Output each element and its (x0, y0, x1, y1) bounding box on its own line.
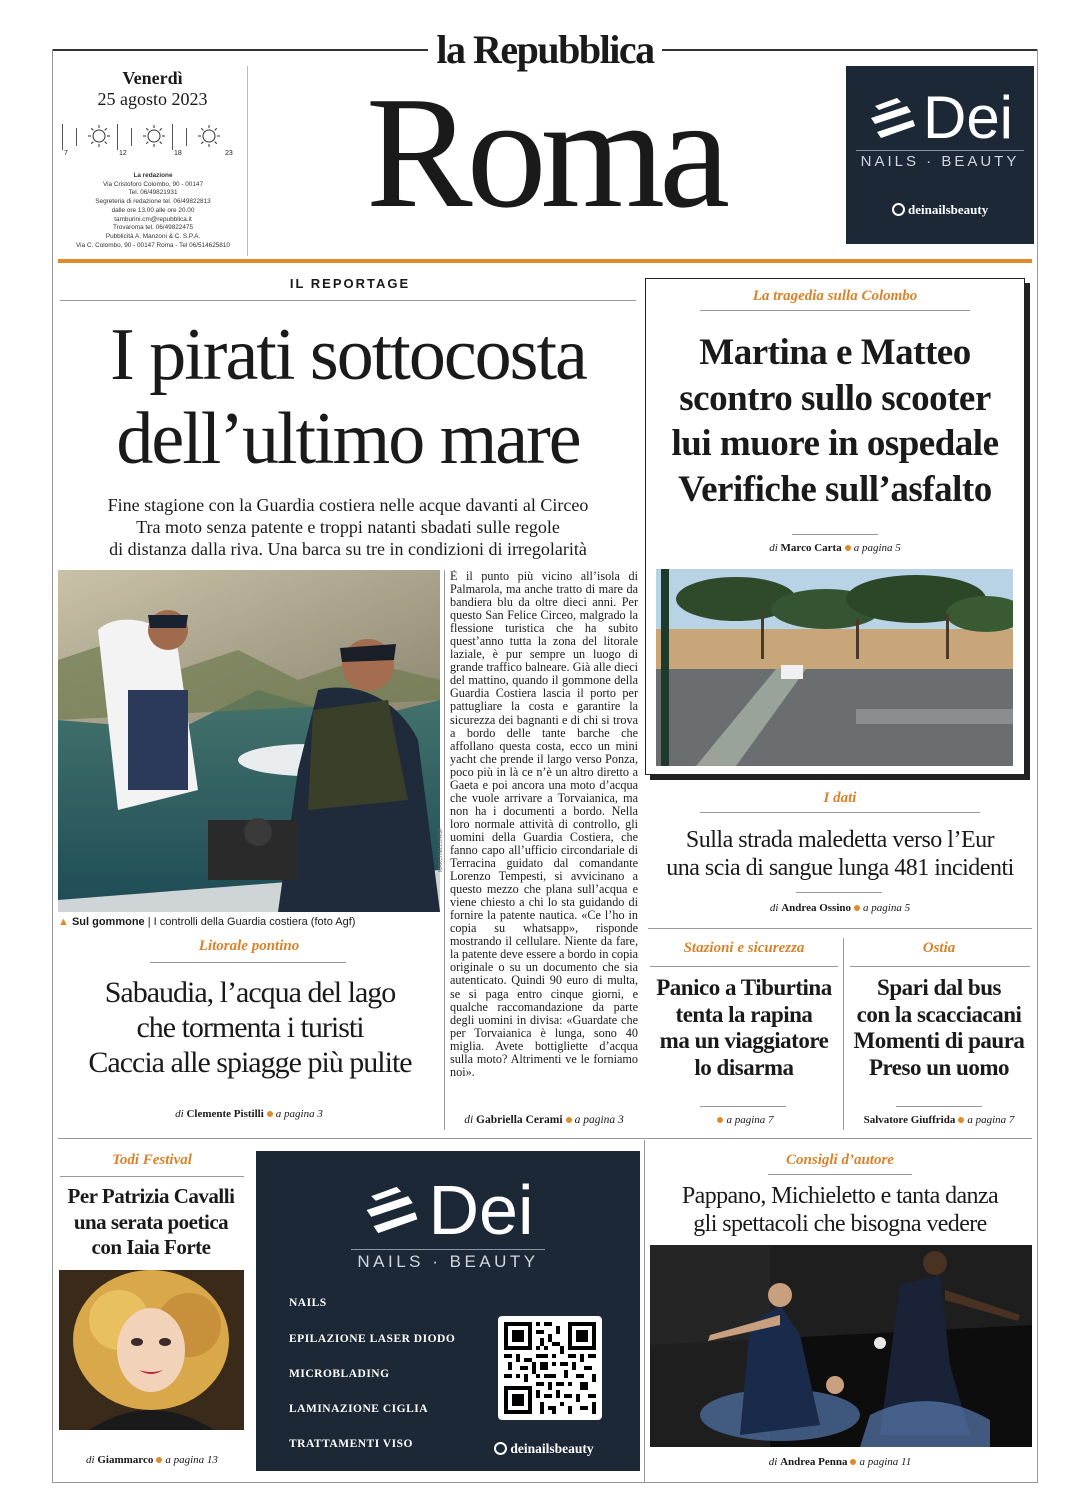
headline-line: una scia di sangue lunga 481 incidenti (666, 855, 1014, 881)
redazione-line: Pubblicità A. Manzoni & C. S.P.A. (105, 232, 201, 240)
ostia-rule (896, 1106, 982, 1107)
coast-guard-photo (58, 570, 440, 912)
headline-line: Sulla strada maledetta verso l’Eur (685, 827, 995, 853)
subhead-line: Tra moto senza patente e troppi natanti sbadati sulle regole (136, 517, 560, 537)
instagram-handle: deinailsbeauty (908, 202, 989, 217)
headline-line: scontro sullo scooter (679, 377, 991, 419)
service-item: TRATTAMENTI VISO (289, 1438, 413, 1450)
consigli-photo[interactable] (650, 1245, 1032, 1447)
right-col-divider (648, 928, 1032, 929)
caption-text: I controlli della Guardia costiera (foto Agf) (153, 916, 356, 928)
service-item: EPILAZIONE LASER DIODO (289, 1333, 456, 1345)
ad-bottom[interactable] (256, 1151, 640, 1471)
byline-dot (267, 1111, 273, 1117)
section-rule (60, 300, 636, 301)
main-subhead (60, 494, 636, 560)
article-body: È il punto più vicino all’isola di Palmarola, ma anche tratto di mare da bandiera blu da oltre dieci anni. Per questo San Felice Circeo, malgrado la flessione turistica che ha subito quest’anno tutta la zona del litorale laziale, è pur sempre un luogo di grande traffico balneare. Già alle dieci del mattino, quando il gommone della Guardia Costiera lascia il porto per pattugliare la costa e garantire la sicurezza dei bagnanti e di chi si trova a bordo delle tante barche che affollano questa costa, ecco un mini yacht che prende il largo verso Ponza, poco più in là ce n’è un altro diretto a Gaeta e poi ancora una moto d’acqua che vuole arrivare a Torvaianica, ma non ha i documenti a bordo. Nella loro normale attività di controllo, gli uomini della Guardia Costiera, che fanno capo all’ufficio circondariale di Terracina guidato dal comandante Lorenzo Tempesti, si avvicinano a questo mezzo che plana sull’acqua e viene chiesto a chi lo sta guidando di fornire la patente nautica. «Ce l’ho in copia su whatsapp», risponde mostrando il cellulare. Niente da fare, la patente deve essere a bordo in copia originale o su un documento che sia autenticato. Quindi 90 euro di multa, se si paga entro cinque giorni, e qualche raccomandazione da parte degli uomini in divisa: «Guardate che per Torvaianica è lunga, sono 40 miglia. Avete bottigliette d’acqua sulla moto? Altrimenti ve le forniamo noi». (450, 570, 638, 1079)
dei-stripes-icon (362, 1184, 422, 1236)
byline-dot (566, 1117, 572, 1123)
road-photo (656, 569, 1013, 766)
byline-page: a pagina 11 (859, 1456, 912, 1468)
headline-line: Verifiche sull’asfalto (678, 468, 992, 510)
byline-page: a pagina 3 (275, 1108, 323, 1120)
colombo-photo[interactable] (656, 569, 1013, 766)
byline-author: Andrea Ossino (781, 902, 852, 914)
byline-dot (845, 545, 851, 551)
byline-dot (850, 1459, 856, 1465)
consigli-byline[interactable]: di Andrea Penna a pagina 11 (768, 1456, 912, 1468)
tiburtina-kicker: Stazioni e sicurezza (683, 940, 805, 956)
weather-hour: 12 (119, 150, 127, 157)
service-item: MICROBLADING (289, 1368, 390, 1380)
headline-line: Caccia alle spiagge più pulite (88, 1046, 412, 1079)
byline-dot (156, 1457, 162, 1463)
byline-author: Salvatore Giuffrida (863, 1114, 956, 1126)
portrait-photo (59, 1270, 244, 1430)
byline-dot (958, 1117, 964, 1123)
consigli-kicker: Consigli d’autore (786, 1152, 894, 1168)
bottom-col-divider (644, 1140, 645, 1482)
byline-page: a pagina 5 (863, 902, 911, 914)
colombo-kicker: La tragedia sulla Colombo (752, 288, 918, 304)
consigli-kicker-rule (768, 1174, 912, 1175)
redazione-line: Segreteria di redazione tel. 06/49822813 (95, 198, 211, 206)
headline-line: Panico a Tiburtina (656, 975, 832, 1000)
date-day: Venerdì (122, 68, 183, 88)
headline-line: tenta la rapina (675, 1001, 813, 1027)
caption-sep: | (147, 916, 151, 928)
redazione-line: Via Cristoforo Colombo, 90 - 00147 (102, 180, 204, 188)
todi-byline[interactable]: di Giammarco a pagina 13 (86, 1454, 218, 1466)
services-list (289, 1297, 455, 1450)
dati-rule (796, 892, 882, 893)
byline-author: Andrea Penna (780, 1456, 848, 1468)
tiburtina-byline[interactable] (648, 1114, 840, 1126)
subhead-line: Fine stagione con la Guardia costiera nelle acque davanti al Circeo (107, 495, 589, 515)
byline-author: Clemente Pistilli (186, 1108, 264, 1120)
ostia-kicker: Ostia (922, 940, 956, 956)
caption-bold: Sul gommone (71, 916, 145, 928)
todi-headline[interactable] (52, 1184, 250, 1261)
headline-line: con Iaia Forte (91, 1235, 211, 1259)
redazione-title: La redazione (133, 172, 173, 179)
dei-tagline: NAILS · BEAUTY (351, 1249, 545, 1272)
headline-line: che tormenta i turisti (136, 1011, 364, 1044)
headline-line: Sabaudia, l’acqua del lago (104, 976, 396, 1009)
headline-line: Pappano, Michieletto e tanta danza (681, 1183, 999, 1209)
section-label: IL REPORTAGE (289, 276, 411, 291)
byline-page: a pagina 13 (165, 1454, 218, 1466)
colombo-byline[interactable]: di Marco Carta a pagina 5 (769, 542, 901, 554)
dati-headline[interactable] (645, 826, 1035, 882)
dei-tagline: NAILS · BEAUTY (856, 150, 1024, 170)
headline-line: ma un viaggiatore (659, 1028, 829, 1053)
tiburtina-headline[interactable] (646, 975, 842, 1081)
redazione-line: Tel. 06/49821931 (128, 189, 178, 197)
service-item: LAMINAZIONE CIGLIA (289, 1403, 429, 1415)
headline-line: una serata poetica (73, 1209, 229, 1234)
byline-author: Gabriella Cerami (476, 1114, 563, 1126)
todi-kicker: Todi Festival (112, 1152, 192, 1168)
headline-line: con la scacciacani (856, 1001, 1022, 1027)
byline-dot (854, 905, 860, 911)
colombo-headline[interactable] (645, 330, 1025, 512)
dance-photo (650, 1245, 1032, 1447)
main-headline-1[interactable]: I pirati sottocosta (110, 314, 586, 396)
instagram-handle-row[interactable] (494, 1441, 594, 1457)
redazione-line[interactable]: tamburini.cm@repubblica.it (114, 215, 192, 223)
headline-line: lo disarma (694, 1054, 794, 1080)
todi-kicker-rule (60, 1176, 244, 1177)
weather-hour: 18 (174, 150, 182, 157)
tiburtina-rule (700, 1106, 786, 1107)
ostia-kicker-rule (850, 966, 1030, 967)
colombo-rule (792, 534, 878, 535)
headline-line: lui muore in ospedale (671, 423, 999, 464)
headline-line: Momenti di paura (853, 1028, 1025, 1053)
headline-line: gli spettacoli che bisogna vedere (693, 1211, 987, 1237)
todi-photo[interactable] (59, 1270, 244, 1430)
tiburtina-kicker-rule (650, 966, 838, 967)
sabaudia-kicker-rule (150, 962, 346, 963)
sabaudia-byline[interactable]: di Clemente Pistilli a pagina 3 (175, 1108, 323, 1120)
service-item: NAILS (289, 1297, 327, 1309)
ostia-headline[interactable] (844, 975, 1034, 1081)
edition-title: Roma (365, 63, 725, 241)
byline-page: a pagina 5 (853, 542, 901, 554)
bottom-band-rule (58, 1138, 1032, 1139)
byline-page: a pagina 3 (574, 1114, 624, 1126)
dati-kicker: I dati (823, 790, 857, 806)
weather-hour: 7 (64, 150, 68, 157)
byline-author: Giammarco (97, 1454, 154, 1466)
dati-byline[interactable]: di Andrea Ossino a pagina 5 (769, 902, 911, 914)
redazione-line: Trovaroma tel. 06/49822475 (112, 224, 194, 232)
headline-line: Martina e Matteo (699, 332, 971, 373)
dati-kicker-rule (700, 812, 980, 813)
redazione-line: Via C. Colombo, 90 - 00147 Roma - Tel 06/514625810 (76, 241, 230, 249)
byline-page: a pagina 7 (967, 1114, 1015, 1126)
sabaudia-kicker: Litorale pontino (198, 938, 300, 954)
reportage-byline[interactable]: di Gabriella Cerami a pagina 3 (464, 1114, 624, 1126)
redazione-line: dalle ore 13.00 alle ore 20.00 (111, 206, 195, 214)
date-full: 25 agosto 2023 (97, 89, 208, 109)
photo-credit: MARCHIELLO/AGF (438, 827, 444, 872)
byline-page: a pagina 7 (726, 1114, 774, 1126)
byline-author: Marco Carta (780, 542, 842, 554)
reportage-photo[interactable] (58, 570, 440, 912)
headline-line: Preso un uomo (868, 1054, 1010, 1080)
subhead-line: di distanza dalla riva. Una barca su tre in condizioni di irregolarità (109, 539, 587, 559)
headline-line: Spari dal bus (877, 975, 1001, 1000)
instagram-icon (494, 1442, 507, 1455)
brand-name[interactable]: la Repubblica (436, 27, 654, 72)
consigli-headline[interactable] (648, 1182, 1032, 1238)
sabaudia-headline[interactable] (52, 975, 448, 1080)
qr-code-icon[interactable] (498, 1316, 602, 1420)
colombo-kicker-rule (700, 310, 970, 311)
dei-logo (256, 1171, 640, 1249)
byline-dot (717, 1117, 723, 1123)
ostia-byline[interactable] (846, 1114, 1032, 1126)
photo-caption (58, 916, 440, 928)
dei-brand: Dei (922, 84, 1014, 151)
main-headline-2[interactable]: dell’ultimo mare (116, 398, 580, 480)
instagram-handle: deinailsbeauty (510, 1441, 594, 1456)
qr-code-graphic (504, 1322, 596, 1414)
weather-hour: 23 (225, 150, 233, 157)
headline-line: Per Patrizia Cavalli (67, 1184, 235, 1208)
dei-brand: Dei (428, 1171, 534, 1249)
caption-triangle-icon: ▲ (58, 916, 69, 928)
